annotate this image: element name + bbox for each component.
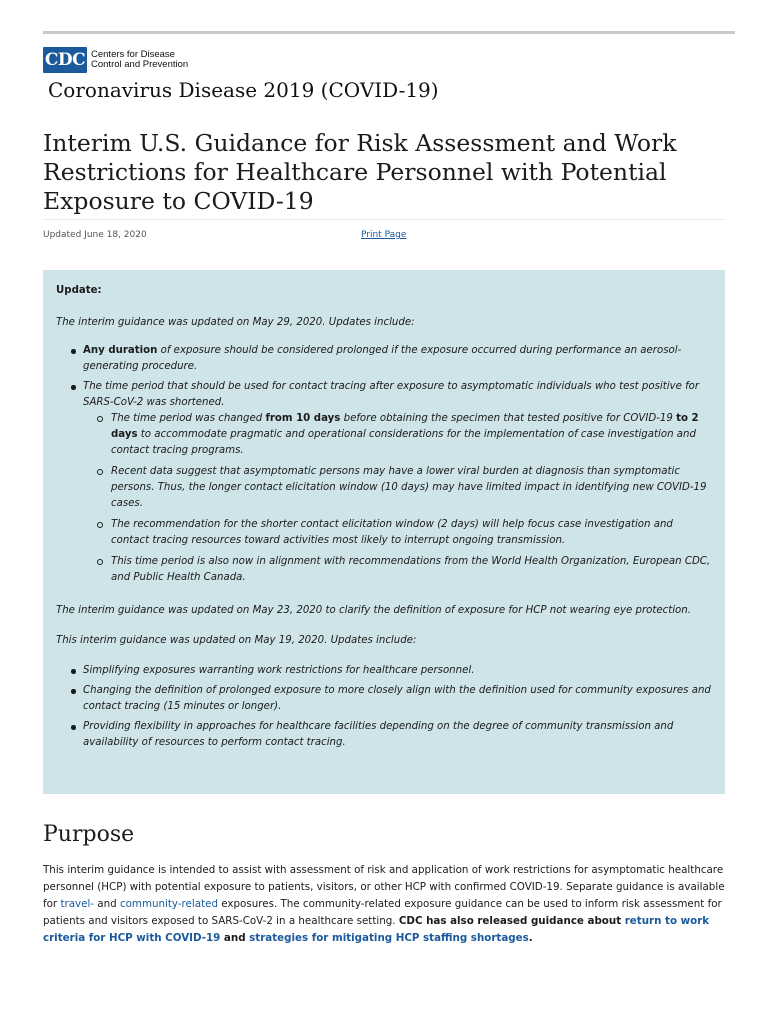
sub-list — [83, 411, 713, 586]
purpose-text: and — [94, 898, 120, 910]
top-divider — [43, 31, 735, 34]
to-2-days-emphasis: to 2 days — [111, 413, 699, 440]
sub-list-item: The recommendation for the shorter contact elicitation window (2 days) will help focus case investigation and contact tracing resources toward activities most likely to interrupt ongoing transmission. — [83, 517, 713, 549]
update-callout — [43, 270, 725, 794]
list-item: Providing flexibility in approaches for healthcare facilities depending on the degree of community transmission and availability of resources to perform contact tracing. — [56, 719, 713, 751]
may19-list — [56, 663, 713, 751]
may29-list — [56, 343, 713, 586]
purpose-paragraph — [43, 862, 727, 947]
update-intro-may29: The interim guidance was updated on May 29, 2020. Updates include: — [56, 317, 415, 328]
any-duration-emphasis: Any duration — [83, 345, 158, 356]
purpose-bold-text: and — [220, 932, 250, 944]
sub-text: before obtaining the specimen that tested positive for COVID-19 — [340, 413, 677, 424]
list-item: Simplifying exposures warranting work restrictions for healthcare personnel. — [56, 663, 713, 679]
title-divider — [43, 219, 725, 220]
cdc-logo-mark: CDC — [43, 47, 87, 73]
list-item — [56, 343, 713, 375]
bullet-text: of exposure should be considered prolonged if the exposure occurred during performance an aerosol-generating procedure. — [83, 345, 682, 372]
travel-link[interactable]: travel- — [60, 898, 95, 910]
sub-text: to accommodate pragmatic and operational considerations for the implementation of case investigation and contact tracing programs. — [111, 429, 696, 456]
bullet-text: The time period that should be used for contact tracing after exposure to asymptomatic individuals who test positive for SARS-CoV-2 was shortened. — [83, 381, 700, 408]
logo-line-2: Control and Prevention — [91, 59, 189, 70]
from-10-days-emphasis: from 10 days — [265, 413, 341, 424]
page-title: Interim U.S. Guidance for Risk Assessment and Work Restrictions for Healthcare Personnel with Potential Exposure to COVID-19 — [43, 129, 677, 215]
print-page-link[interactable]: Print Page — [361, 230, 407, 240]
return-to-work-link[interactable]: return to work criteria for HCP with COVID-19 — [43, 915, 710, 944]
purpose-bold-text: CDC has also released guidance about — [398, 915, 625, 927]
purpose-text: This interim guidance is intended to assist with assessment of risk and application of work restrictions for asymptomatic healthcare personnel (HCP) with potential exposure to patients, visitors, or other HCP with confirmed COVID-19. Separate guidance is available for — [43, 864, 725, 910]
cdc-logo[interactable] — [43, 47, 188, 73]
list-item — [56, 379, 713, 586]
cdc-logo-text — [91, 50, 188, 70]
community-related-link[interactable]: community-related — [119, 898, 218, 910]
update-may23: The interim guidance was updated on May 23, 2020 to clarify the definition of exposure for HCP not wearing eye protection. — [56, 605, 691, 616]
purpose-bold-text: . — [528, 932, 533, 944]
sub-text: The time period was changed — [111, 413, 266, 424]
sub-list-item: Recent data suggest that asymptomatic persons may have a lower viral burden at diagnosis than symptomatic persons. Thus, the longer contact elicitation window (10 days) may have limited impact in identifying new COVID-19 cases. — [83, 464, 713, 512]
sub-list-item: This time period is also now in alignment with recommendations from the World Health Organization, European CDC, and Public Health Canada. — [83, 554, 713, 586]
updated-date: Updated June 18, 2020 — [43, 230, 147, 240]
purpose-heading: Purpose — [43, 822, 135, 847]
sub-list-item — [83, 411, 713, 459]
purpose-text: exposures. The community-related exposure guidance can be used to inform risk assessment for patients and visitors exposed to SARS-CoV-2 in a healthcare setting. — [43, 898, 722, 927]
list-item: Changing the definition of prolonged exposure to more closely align with the definition used for community exposures and contact tracing (15 minutes or longer). — [56, 683, 713, 715]
update-heading: Update: — [56, 285, 102, 296]
update-intro-may19: This interim guidance was updated on May 19, 2020. Updates include: — [56, 635, 417, 646]
staffing-shortages-link[interactable]: strategies for mitigating HCP staffing shortages — [249, 932, 529, 944]
site-title[interactable]: Coronavirus Disease 2019 (COVID-19) — [48, 78, 439, 102]
logo-line-1: Centers for Disease — [91, 49, 175, 60]
